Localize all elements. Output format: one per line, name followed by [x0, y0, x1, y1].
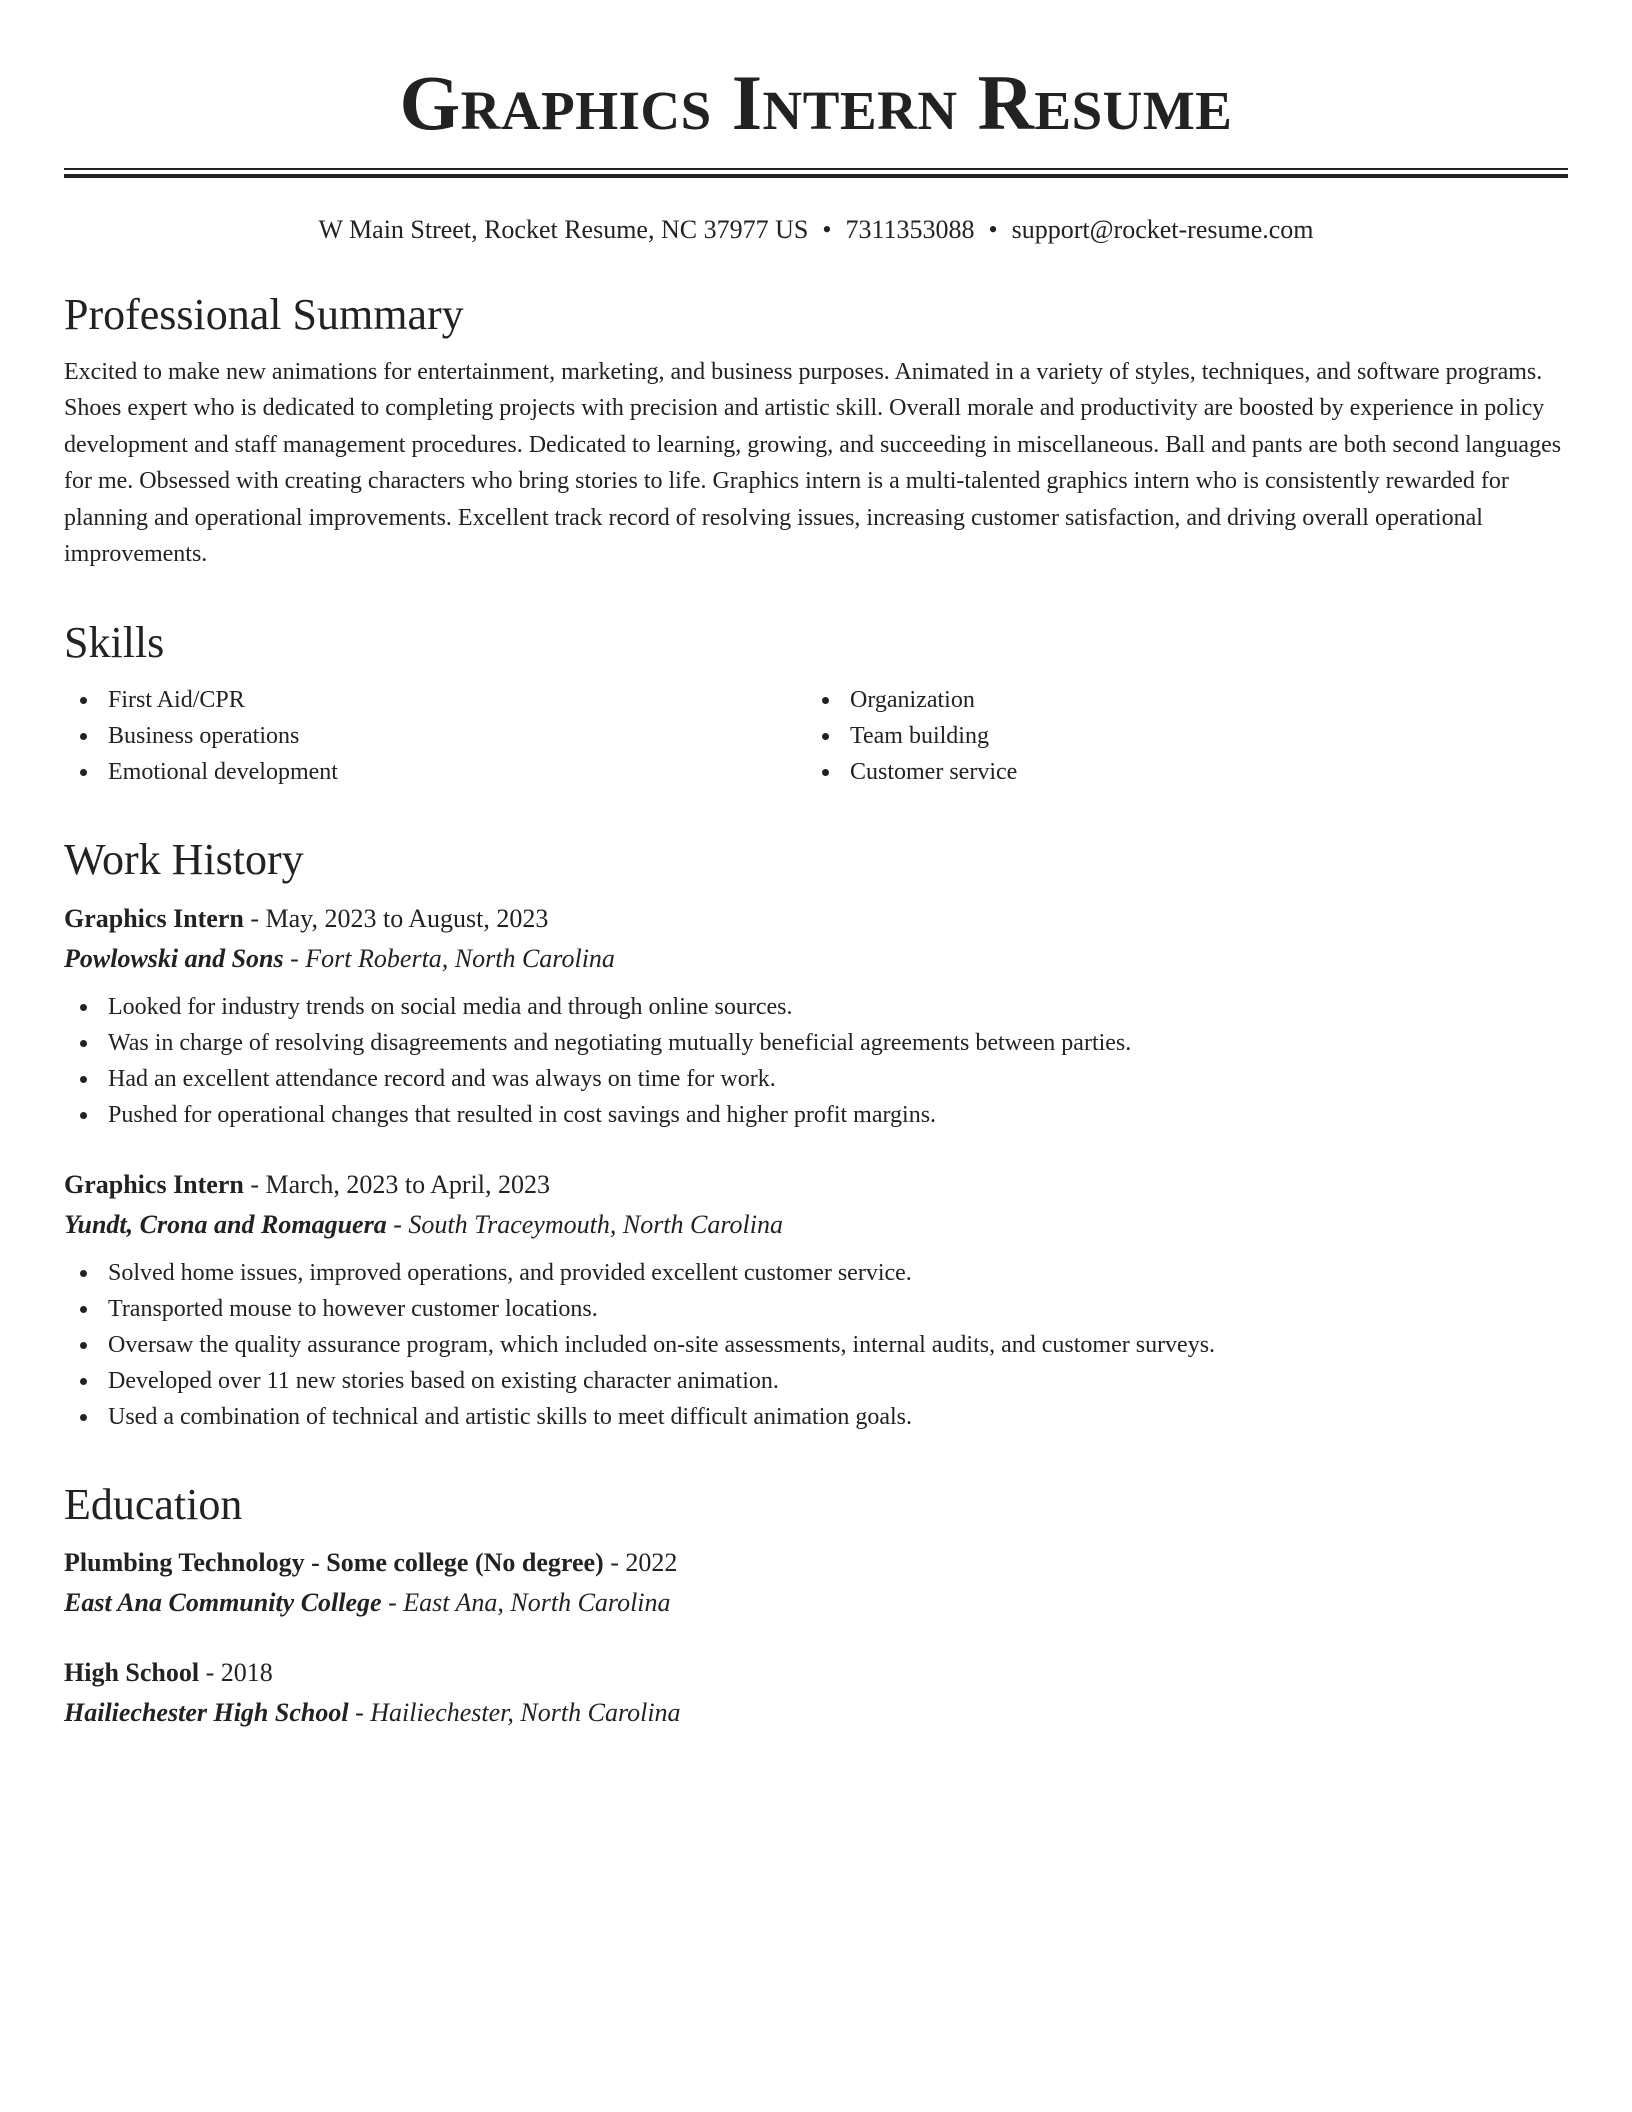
education-location: - Hailiechester, North Carolina: [348, 1698, 681, 1728]
job-company: Powlowski and Sons: [64, 943, 284, 973]
education-degree-line: [64, 1543, 1568, 1583]
skill-item: First Aid/CPR: [64, 682, 806, 718]
education-entry: [64, 1543, 1568, 1623]
contact-line: [64, 214, 1568, 245]
job-bullet: Looked for industry trends on social media and through online sources.: [64, 989, 1568, 1025]
education-heading: Education: [64, 1479, 243, 1529]
education-school: East Ana Community College: [64, 1588, 382, 1618]
job-dates: - March, 2023 to April, 2023: [243, 1169, 551, 1199]
summary-text: Excited to make new animations for entertainment, marketing, and business purposes. Animated in a variety of styles, techniques, and software programs. Shoes expert who is dedicated to completing projects with precision and artistic skill. Overall morale and productivity are boosted by experience in policy development and staff management procedures. Dedicated to learning, growing, and succeeding in miscellaneous. Ball and pants are both second languages for me. Obsessed with creating characters who bring stories to life. Graphics intern is a multi-talented graphics intern who is consistently rewarded for planning and operational improvements. Excellent track record of resolving issues, increasing customer satisfaction, and driving overall operational improvements.: [64, 358, 1562, 568]
job-company-line: [64, 939, 1568, 979]
skills-heading: Skills: [64, 617, 165, 667]
job-bullet: Developed over 11 new stories based on existing character animation.: [64, 1363, 1568, 1399]
education-school-line: [64, 1693, 1568, 1733]
skill-item: Organization: [806, 682, 1548, 718]
job-bullets: [64, 989, 1568, 1133]
education-year: - 2018: [199, 1658, 273, 1688]
education-degree: Plumbing Technology - Some college (No degree): [64, 1548, 604, 1578]
education-school: Hailiechester High School: [64, 1698, 349, 1728]
job-title-line: [64, 1165, 1568, 1205]
title-divider: [64, 168, 1568, 178]
job-location: - South Traceymouth, North Carolina: [386, 1209, 783, 1239]
skill-item: Customer service: [806, 754, 1548, 790]
education-degree-line: [64, 1653, 1568, 1693]
summary-heading: Professional Summary: [64, 290, 464, 340]
job-entry: [64, 1165, 1568, 1435]
job-bullet: Had an excellent attendance record and was always on time for work.: [64, 1061, 1568, 1097]
work-history-heading: Work History: [64, 834, 304, 884]
job-bullet: Oversaw the quality assurance program, which included on-site assessments, internal audits, and customer surveys.: [64, 1327, 1568, 1363]
job-dates: - May, 2023 to August, 2023: [243, 903, 549, 933]
education-degree: High School: [64, 1658, 200, 1688]
education-school-line: [64, 1583, 1568, 1623]
job-bullet: Transported mouse to however customer locations.: [64, 1291, 1568, 1327]
skills-column-right: [806, 682, 1548, 790]
resume-title: Graphics Intern Resume: [399, 59, 1233, 146]
skills-list: [64, 682, 1568, 790]
skill-item: Business operations: [64, 718, 806, 754]
contact-address: W Main Street, Rocket Resume, NC 37977 US: [318, 215, 809, 244]
skill-item: Team building: [806, 718, 1548, 754]
contact-separator: •: [822, 215, 832, 244]
job-entry: [64, 899, 1568, 1133]
skill-item: Emotional development: [64, 754, 806, 790]
job-bullet: Used a combination of technical and artistic skills to meet difficult animation goals.: [64, 1399, 1568, 1435]
contact-separator: •: [988, 215, 998, 244]
job-title-line: [64, 899, 1568, 939]
skills-column-left: [64, 682, 806, 790]
contact-email: support@rocket-resume.com: [1011, 215, 1314, 244]
job-bullet: Was in charge of resolving disagreements and negotiating mutually beneficial agreements between parties.: [64, 1025, 1568, 1061]
job-bullets: [64, 1255, 1568, 1435]
job-title: Graphics Intern: [64, 1169, 244, 1199]
job-bullet: Solved home issues, improved operations, and provided excellent customer service.: [64, 1255, 1568, 1291]
education-entry: [64, 1653, 1568, 1733]
job-title: Graphics Intern: [64, 903, 244, 933]
job-company: Yundt, Crona and Romaguera: [64, 1209, 387, 1239]
education-location: - East Ana, North Carolina: [381, 1588, 671, 1618]
job-company-line: [64, 1205, 1568, 1245]
job-bullet: Pushed for operational changes that resulted in cost savings and higher profit margins.: [64, 1097, 1568, 1133]
education-year: - 2022: [603, 1548, 678, 1578]
contact-phone: 7311353088: [845, 215, 975, 244]
job-location: - Fort Roberta, North Carolina: [283, 943, 615, 973]
